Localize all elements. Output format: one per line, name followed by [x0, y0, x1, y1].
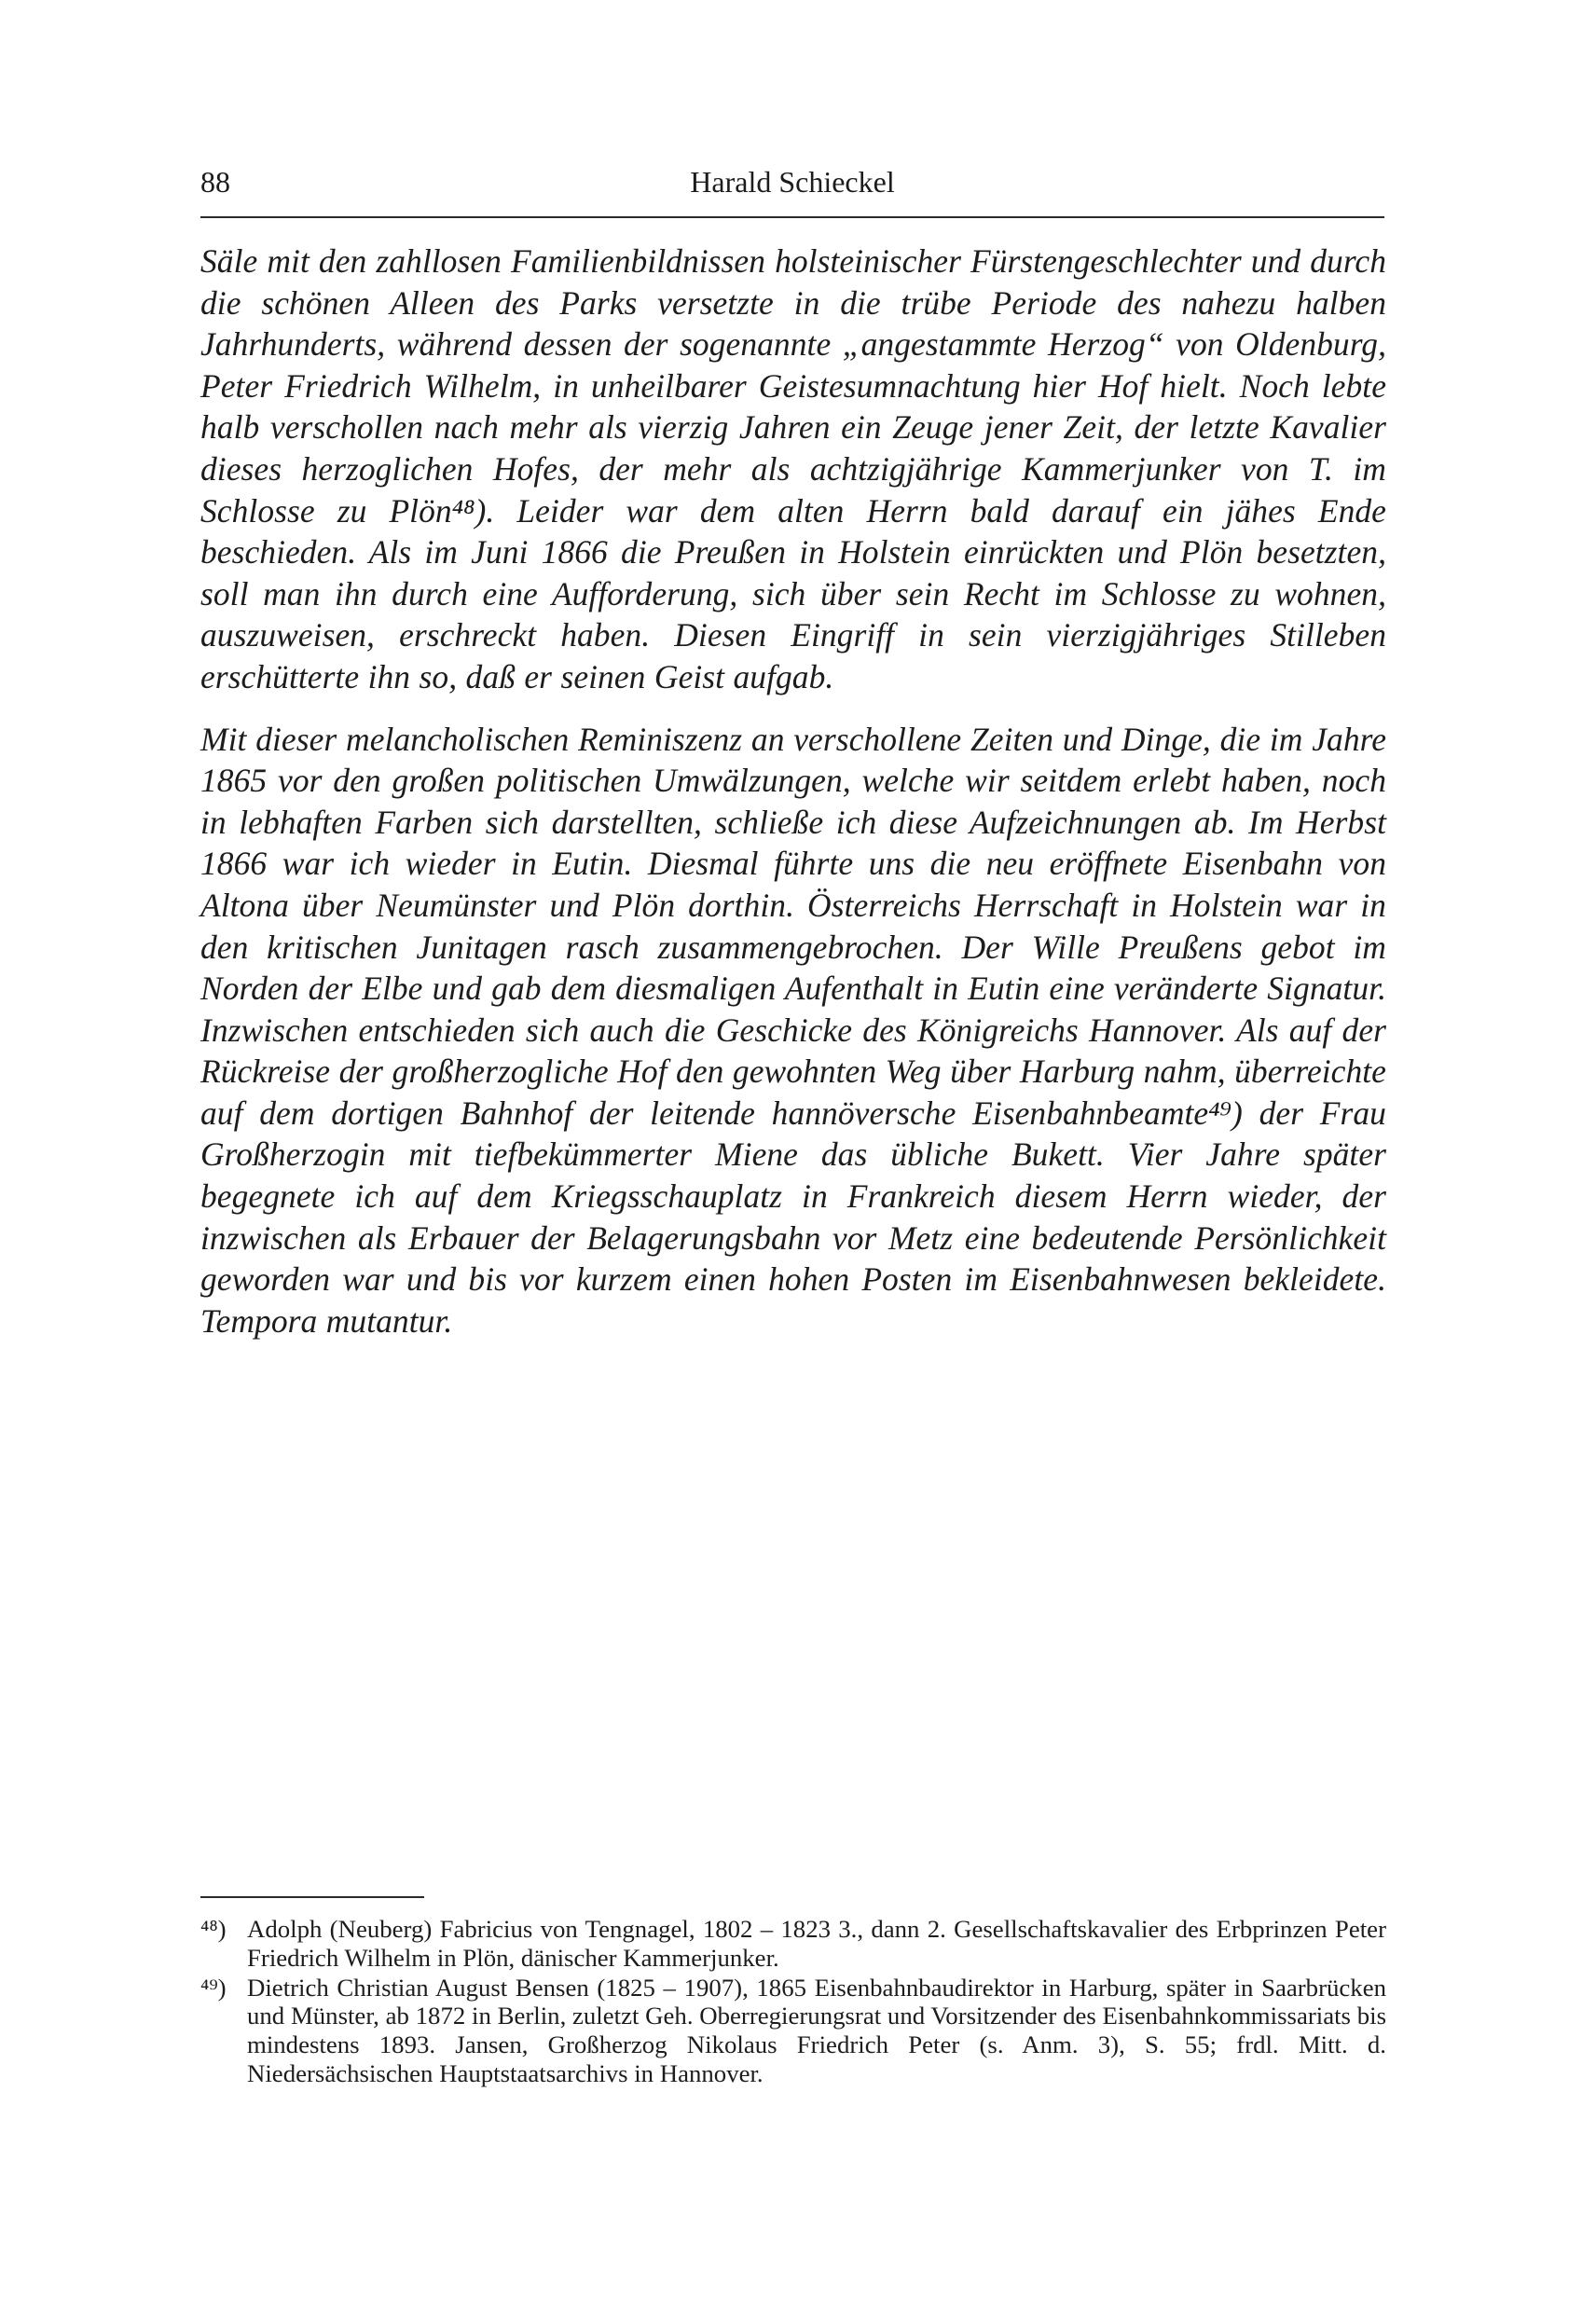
footnotes: [200, 1915, 1386, 2088]
running-head: Harald Schieckel: [690, 165, 895, 199]
paragraph: Mit dieser melancholischen Reminiszenz an verschollene Zeiten und Dinge, die im Jahre 1865 vor den großen politischen Umwälzungen, welche wir seitdem erlebt haben, noch in lebhaften Farben sich darstellten, schließe ich diese Aufzeichnungen ab. Im Herbst 1866 war ich wieder in Eutin. Diesmal führte uns die neu eröffnete Eisenbahn von Altona über Neumünster und Plön dorthin. Österreichs Herrschaft in Holstein war in den kritischen Junitagen rasch zusammengebrochen. Der Wille Preußens gebot im Norden der Elbe und gab dem diesmaligen Aufenthalt in Eutin eine veränderte Signatur. Inzwischen entschieden sich auch die Geschicke des Königreichs Hannover. Als auf der Rückreise der großherzogliche Hof den gewohnten Weg über Harburg nahm, überreichte auf dem dortigen Bahnhof der leitende hannöversche Eisenbahnbeamte⁴⁹) der Frau Großherzogin mit tiefbekümmerter Miene das übliche Bukett. Vier Jahre später begegnete ich auf dem Kriegsschauplatz in Frankreich diesem Herrn wieder, der inzwischen als Erbauer der Belagerungsbahn vor Metz eine bedeutende Persönlichkeit geworden war und bis vor kurzem einen hohen Posten im Eisenbahnwesen bekleidete. Tempora mutantur.: [200, 720, 1386, 1340]
main-text: [200, 241, 1386, 1342]
footnote-marker: ⁴⁸): [200, 1915, 227, 1943]
footnote-text: Adolph (Neuberg) Fabricius von Tengnagel, 1802 – 1823 3., dann 2. Gesellschaftskavalier des Erbprinzen Peter Friedrich Wilhelm in Plön, dänischer Kammerjunker.: [247, 1915, 1386, 1972]
header-rule: [200, 216, 1384, 218]
footnote-49: [200, 1974, 1386, 2088]
page-number: 88: [200, 165, 230, 199]
footnote-text: Dietrich Christian August Bensen (1825 – 1907), 1865 Eisenbahnbaudirektor in Harburg, später in Saarbrücken und Münster, ab 1872 in Berlin, zuletzt Geh. Oberregierungsrat und Vorsitzender des Eisenbahnkommissariats bis mindestens 1893. Jansen, Großherzog Nikolaus Friedrich Peter (s. Anm. 3), S. 55; frdl. Mitt. d. Niedersächsischen Hauptstaatsarchivs in Hannover.: [247, 1973, 1386, 2087]
footnote-marker: ⁴⁹): [200, 1973, 227, 2002]
footnote-48: [200, 1915, 1386, 1973]
footnote-rule: [200, 1896, 424, 1898]
page-header: [200, 163, 1384, 210]
paragraph: Säle mit den zahllosen Familienbildnissen holsteinischer Fürstengeschlechter und durch die schönen Alleen des Parks versetzte in die trübe Periode des nahezu halben Jahrhunderts, während dessen der sogenannte „angestammte Herzog“ von Oldenburg, Peter Friedrich Wilhelm, in unheilbarer Geistesumnachtung hier Hof hielt. Noch lebte halb verschollen nach mehr als vierzig Jahren ein Zeuge jener Zeit, der letzte Kavalier dieses herzoglichen Hofes, der mehr als achtzigjährige Kammerjunker von T. im Schlosse zu Plön⁴⁸). Leider war dem alten Herrn bald darauf ein jähes Ende beschieden. Als im Juni 1866 die Preußen in Holstein einrückten und Plön besetzten, soll man ihn durch eine Aufforderung, sich über sein Recht im Schlosse zu wohnen, auszuweisen, erschreckt haben. Diesen Eingriff in sein vierzigjähriges Stilleben erschütterte ihn so, daß er seinen Geist aufgab.: [200, 242, 1386, 695]
